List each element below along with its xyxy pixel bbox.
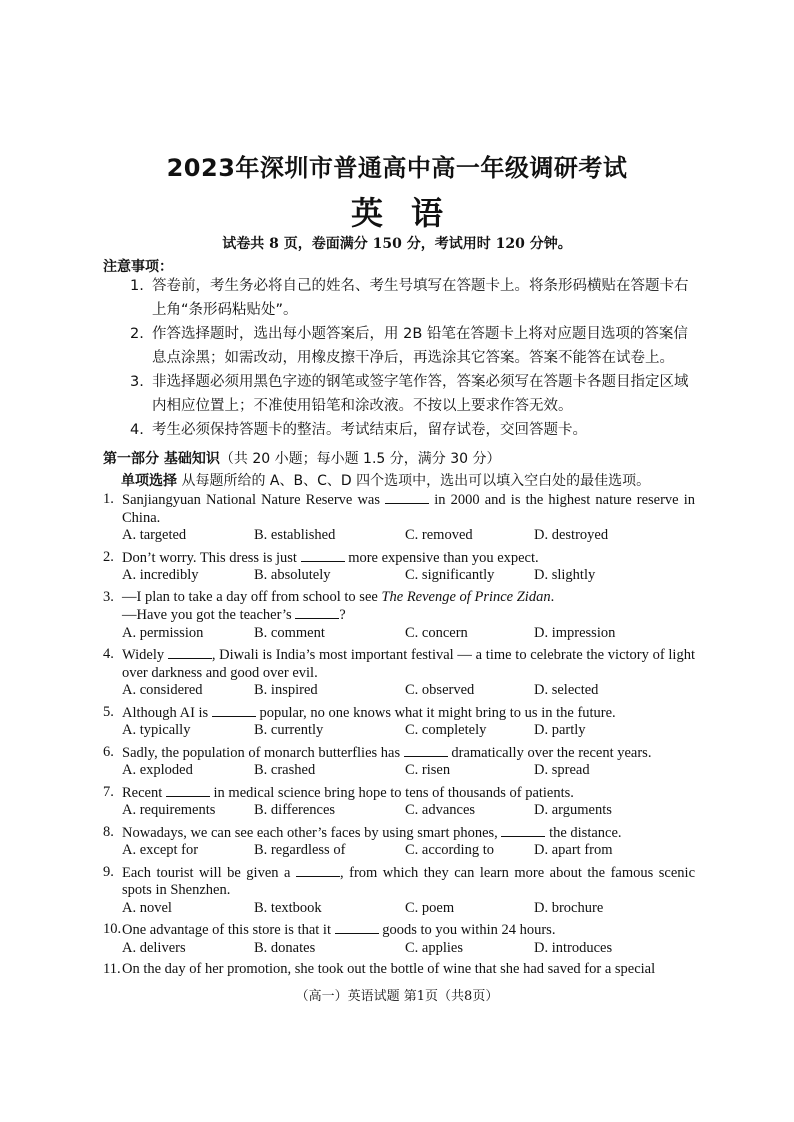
option-b: B. inspired [254,682,318,698]
question-text: Recent [122,784,166,801]
option-a: A. incredibly [122,567,199,583]
question-number: 9. [103,863,114,880]
question-2 [103,549,695,585]
section-instruction-text: 从每题所给的 A、B、C、D 四个选项中，选出可以填入空白处的最佳选项。 [177,473,651,489]
question-text: . [550,588,555,605]
question-text: One advantage of this store is that it [122,922,335,938]
answer-blank [295,606,339,619]
question-text: Widely [122,647,168,663]
option-b: B. differences [254,802,336,818]
notice-number: 2. [130,326,144,342]
question-number: 4. [103,646,114,662]
option-c: C. concern [405,624,468,641]
question-number: 6. [103,743,114,760]
answer-blank [296,864,340,877]
option-a: A. considered [122,682,203,698]
option-a: A. targeted [122,527,187,543]
option-c: C. observed [405,682,475,698]
subject-title: 英语 [350,194,471,232]
notice-number: 3. [130,374,144,390]
question-number: 5. [103,703,114,720]
question-text: , from which they can learn more about the famous scenic spots in Shenzhen. [122,864,696,898]
option-row [103,940,695,958]
notice-item [130,322,698,370]
part-heading [103,448,500,468]
question-3 [103,589,695,643]
question-text: goods to you within 24 hours. [378,922,556,938]
question-list [103,491,695,983]
question-4 [103,646,695,700]
option-row [103,567,695,585]
question-number: 7. [103,783,114,800]
option-a: A. novel [122,899,172,916]
answer-blank [168,646,212,659]
answer-blank [501,824,545,837]
question-number: 11. [103,961,121,977]
option-row [103,682,695,700]
question-text: , Diwali is India’s most important festival — a time to celebrate the victory of light over darkness and good over evil. [122,647,695,681]
answer-blank [212,704,256,717]
question-text: —I plan to take a day off from school to see [122,588,382,605]
option-a: A. typically [122,722,191,738]
notice-item [130,370,698,418]
notice-text: 答卷前，考生务必将自己的姓名、考生号填写在答题卡上。将条形码横贴在答题卡右上角“条形码粘贴处”。 [152,278,689,318]
question-10 [103,921,695,957]
question-1 [103,491,695,545]
section-title: 单项选择 [121,473,177,489]
answer-blank [404,744,448,757]
option-a: A. requirements [122,802,216,818]
question-text: Sadly, the population of monarch butterflies has [122,744,404,761]
question-number: 2. [103,548,114,565]
option-row [103,900,695,918]
option-c: C. applies [405,939,463,956]
answer-blank [301,549,345,562]
option-b: B. currently [254,722,324,738]
question-text: dramatically over the recent years. [447,744,652,761]
option-c: C. poem [405,899,455,916]
notice-item [130,274,698,322]
option-b: B. textbook [254,899,322,916]
option-b: B. established [254,527,336,543]
question-11 [103,961,695,979]
option-c: C. according to [405,842,494,858]
answer-blank [166,784,210,797]
option-a: A. except for [122,842,199,858]
question-text: Each tourist will be given a [122,864,296,881]
answer-blank [335,921,379,934]
notice-heading: 注意事项： [103,259,173,275]
question-9 [103,864,695,918]
option-c: C. removed [405,527,473,543]
question-number: 3. [103,588,114,605]
option-row [103,842,695,860]
question-text: —Have you got the teacher’s [122,607,296,623]
question-text: Sanjiangyuan National Nature Reserve was [122,492,386,508]
option-c: C. completely [405,722,487,738]
option-d: D. apart from [534,842,613,858]
option-b: B. donates [254,939,316,956]
option-row [103,722,695,740]
question-5 [103,704,695,740]
option-c: C. significantly [405,567,495,583]
question-number: 1. [103,491,114,507]
option-b: B. crashed [254,762,316,778]
option-d: D. arguments [534,802,612,818]
option-d: D. destroyed [534,527,609,543]
movie-title: The Revenge of Prince Zidan [381,588,551,605]
part-heading-rest: （共 20 小题；每小题 1.5 分，满分 30 分） [219,451,501,467]
section-instruction [121,470,650,490]
option-d: D. brochure [534,899,604,916]
option-row [103,802,695,820]
question-text: Don’t worry. This dress is just [122,549,301,566]
notice-text: 非选择题必须用黑色字迹的钢笔或签字笔作答，答案必须写在答题卡各题目指定区域内相应位置上；不准使用铅笔和涂改液。不按以上要求作答无效。 [152,374,689,414]
question-text: in medical science bring hope to tens of thousands of patients. [209,784,574,801]
question-text: Although AI is [122,704,212,721]
option-row [103,625,695,643]
question-text: the distance. [545,824,622,841]
option-b: B. comment [254,624,325,641]
option-d: D. slightly [534,567,596,583]
option-a: A. delivers [122,939,186,956]
question-text: in 2000 and is the highest nature reserve in China. [122,492,695,526]
option-d: D. partly [534,722,586,738]
notice-text: 考生必须保持答题卡的整洁。考试结束后，留存试卷，交回答题卡。 [152,422,587,438]
question-number: 10. [103,921,122,937]
notice-number: 1. [130,278,144,294]
question-7 [103,784,695,820]
option-row [103,762,695,780]
exam-title: 2023年深圳市普通高中高一年级调研考试 [166,154,628,182]
option-c: C. risen [405,762,451,778]
option-d: D. selected [534,682,599,698]
part-heading-bold: 第一部分 基础知识 [103,451,220,467]
question-6 [103,744,695,780]
option-a: A. permission [122,624,204,641]
question-number: 8. [103,823,114,840]
option-row [103,527,695,545]
option-d: D. impression [534,624,616,641]
answer-blank [385,491,429,504]
option-a: A. exploded [122,762,193,778]
option-c: C. advances [405,802,476,818]
option-b: B. absolutely [254,567,331,583]
option-d: D. spread [534,762,590,778]
question-text: more expensive than you expect. [344,549,539,566]
notice-number: 4. [130,422,144,438]
question-text: ? [339,607,346,623]
page-footer: （高一）英语试题 第1页（共8页） [295,989,499,1004]
notice-item [130,418,698,442]
notice-list [130,274,698,442]
notice-text: 作答选择题时，选出每小题答案后，用 2B 铅笔在答题卡上将对应题目选项的答案信息点涂黑；如需改动，用橡皮擦干净后，再选涂其它答案。答案不能答在试卷上。 [152,326,688,366]
question-text: popular, no one knows what it might bring to us in the future. [255,704,616,721]
question-8 [103,824,695,860]
option-b: B. regardless of [254,842,346,858]
option-d: D. introduces [534,939,613,956]
question-text: On the day of her promotion, she took out the bottle of wine that she had saved for a special [122,961,656,977]
question-text: Nowadays, we can see each other’s faces by using smart phones, [122,824,502,841]
exam-info: 试卷共 8 页，卷面满分 150 分，考试用时 120 分钟。 [222,236,572,252]
